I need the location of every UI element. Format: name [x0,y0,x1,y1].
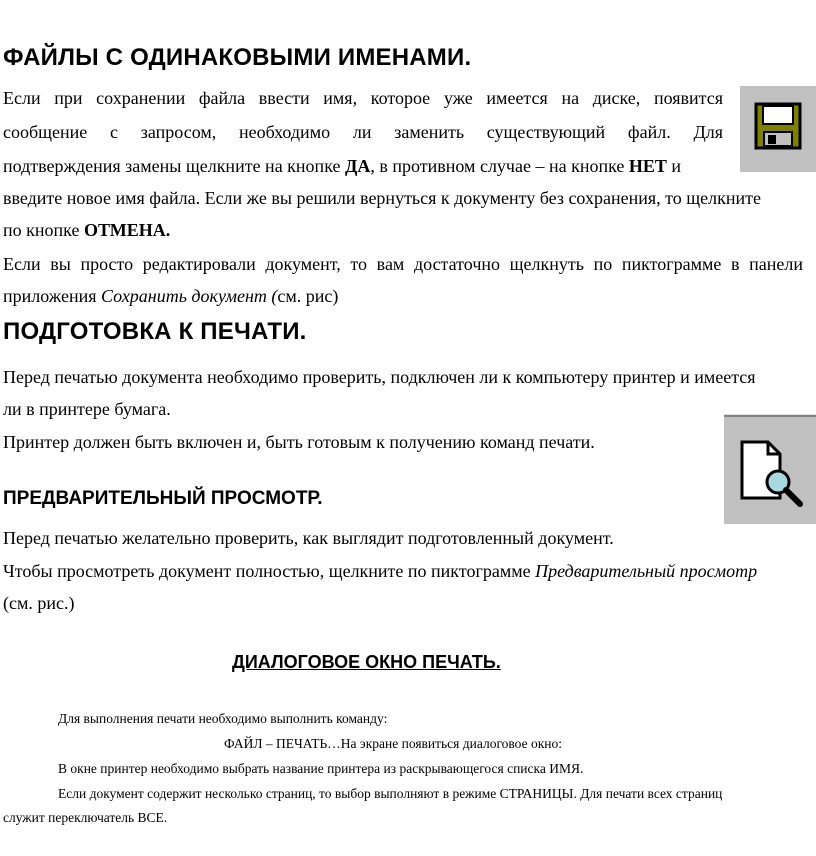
paragraph-line [3,285,338,307]
paragraph-line [3,155,681,177]
paragraph-line: Если вы просто редактировали документ, то вам достаточно щелкнуть по пиктограмме в панели [3,254,803,274]
paragraph-line: сообщение с запросом, необходимо ли заменить существующий файл. Для [3,122,723,142]
no-button-label: НЕТ [628,156,667,176]
paragraph-line: ли в принтере бумага. [3,399,171,419]
paragraph-line: Принтер должен быть включен и, быть готовым к получению команд печати. [3,432,595,452]
paragraph-line: введите новое имя файла. Если же вы решили вернуться к документу без сохранения, то щелкните [3,188,761,208]
paragraph-line: Для выполнения печати необходимо выполнить команду: [58,711,388,726]
paragraph-line: Если при сохранении файла ввести имя, которое уже имеется на диске, появится [3,88,723,108]
section-title-preview: ПРЕДВАРИТЕЛЬНЫЙ ПРОСМОТР. [3,488,323,509]
paragraph-line: ФАЙЛ – ПЕЧАТЬ…На экране появиться диалоговое окно: [224,736,563,751]
print-preview-icon [724,412,816,524]
print-preview-icon-graphic [724,412,816,524]
paragraph-line: Перед печатью документа необходимо проверить, подключен ли к компьютеру принтер и имеется [3,367,756,387]
paragraph-line [3,219,170,241]
yes-button-label: ДА [344,156,371,176]
section-title-same-names: ФАЙЛЫ С ОДИНАКОВЫМИ ИМЕНАМИ. [3,44,472,71]
floppy-disk-icon [738,84,816,172]
text-fragment: подтверждения замены щелкните на кнопке [3,156,345,176]
paragraph-line: (см. рис.) [3,593,75,613]
save-document-term: Сохранить документ ( [101,286,278,306]
paragraph-line [3,560,757,582]
paragraph-line: Перед печатью желательно проверить, как выглядит подготовленный документ. [3,528,614,548]
text-fragment: см. рис) [277,286,339,306]
print-preview-term: Предварительный просмотр [535,561,758,581]
paragraph-line: В окне принтер необходимо выбрать название принтера из раскрывающегося списка ИМЯ. [58,761,584,776]
text-fragment: , в противном случае – на кнопке [370,156,629,176]
cancel-button-label: ОТМЕНА. [83,220,171,240]
section-title-print-prep: ПОДГОТОВКА К ПЕЧАТИ. [3,318,307,345]
paragraph-line: Если документ содержит несколько страниц, то выбор выполняют в режиме СТРАНИЦЫ. Для печати всех страниц [58,786,723,801]
text-fragment: и [666,156,682,176]
paragraph-line: служит переключатель ВСЕ. [3,810,168,825]
section-title-print-dialog: ДИАЛОГОВОЕ ОКНО ПЕЧАТЬ. [232,652,501,672]
text-fragment: по кнопке [3,220,84,240]
floppy-disk-icon-graphic [738,84,816,172]
text-fragment: приложения [3,286,102,306]
text-fragment: Чтобы просмотреть документ полностью, щелкните по пиктограмме [3,561,536,581]
